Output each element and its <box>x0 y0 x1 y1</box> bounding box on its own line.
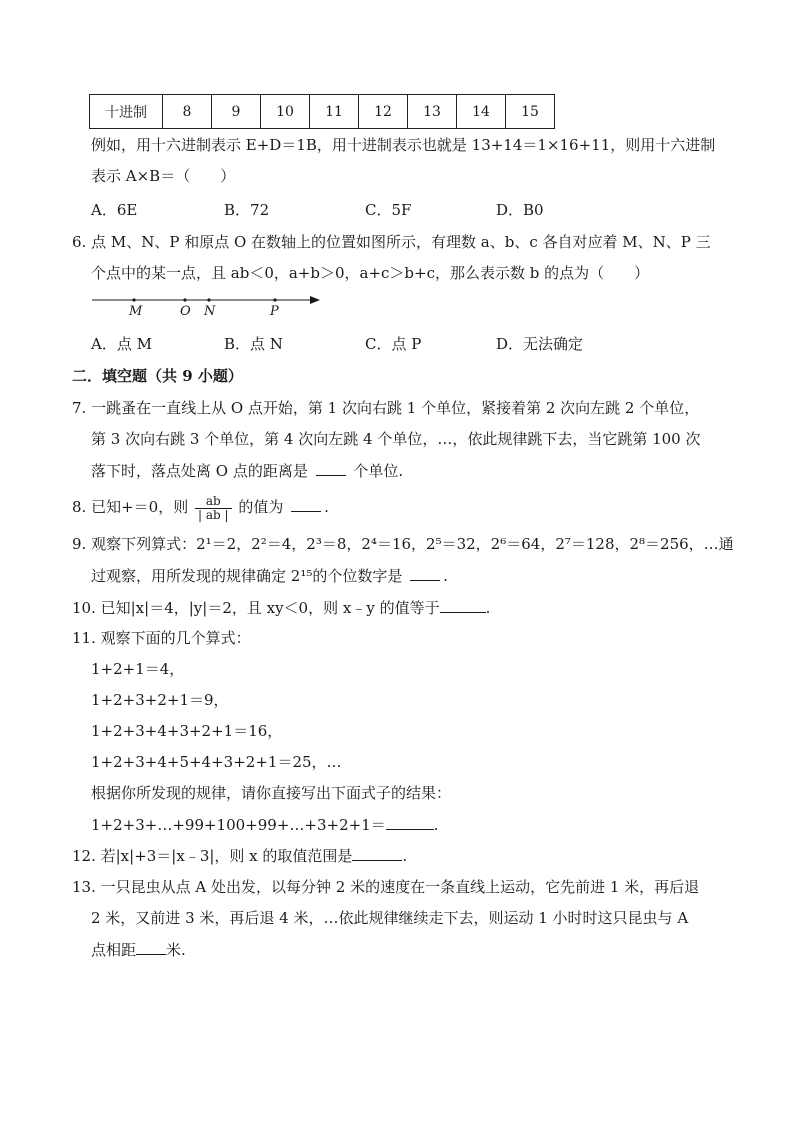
q10-text: 10. 已知|x|＝4，|y|＝2，且 xy＜0，则 x﹣y 的值等于 . <box>72 599 491 617</box>
table-cell: 10 <box>261 95 310 129</box>
q11-row-4: 1+2+3+4+5+4+3+2+1＝25，… <box>91 753 342 771</box>
point-n <box>207 298 210 301</box>
answer-blank[interactable] <box>316 460 346 476</box>
q5-option-d: D．B0 <box>496 201 544 219</box>
table-cell: 14 <box>457 95 506 129</box>
fraction <box>195 495 232 522</box>
arrow-right-icon <box>310 296 320 304</box>
label-m: M <box>129 304 143 319</box>
answer-blank[interactable] <box>136 939 166 955</box>
q13-text-line2: 2 米，又前进 3 米，再后退 4 米，…依此规律继续走下去，则运动 1 小时时这只昆虫与 A <box>91 909 689 927</box>
q11-expression: 1+2+3+…+99+100+99+…+3+2+1＝ . <box>91 816 439 834</box>
table-cell: 13 <box>408 95 457 129</box>
answer-blank[interactable] <box>440 597 486 613</box>
q9-text-line1: 9. 观察下列算式：2¹＝2，2²＝4，2³＝8，2⁴＝16，2⁵＝32，2⁶＝64，2⁷＝128，2⁸＝256，…通 <box>72 535 734 553</box>
answer-blank[interactable] <box>291 496 321 512</box>
q6-option-d: D．无法确定 <box>496 335 584 353</box>
q5-text-line1: 例如，用十六进制表示 E+D＝1B，用十进制表示也就是 13+14＝1×16+11，则用十六进制 <box>91 136 716 154</box>
label-o: O <box>180 304 191 319</box>
q5-option-c: C．5F <box>365 201 412 219</box>
fraction-denominator: | ab | <box>197 507 229 522</box>
q9-text: 过观察，用所发现的规律确定 2¹⁵的个位数字是 <box>91 567 403 585</box>
q7-text-line1: 7. 一跳蚤在一直线上从 O 点开始，第 1 次向右跳 1 个单位，紧接着第 2 次向左跳 2 个单位， <box>72 399 700 417</box>
answer-blank[interactable] <box>386 814 434 830</box>
q10-body: 10. 已知|x|＝4，|y|＝2，且 xy＜0，则 x﹣y 的值等于 <box>72 599 440 617</box>
q7-text-line3 <box>91 460 403 481</box>
q11-row-1: 1+2+1＝4， <box>91 660 185 678</box>
q11-instruction: 根据你所发现的规律，请你直接写出下面式子的结果： <box>91 784 452 802</box>
table-cell: 9 <box>212 95 261 129</box>
q6-option-b: B．点 N <box>224 335 283 353</box>
table-header-cell: 十进制 <box>90 95 163 129</box>
answer-blank[interactable] <box>410 565 440 581</box>
q13-text-line1: 13. 一只昆虫从点 A 处出发，以每分钟 2 米的速度在一条直线上运动，它先前进 1 米，再后退 <box>72 878 700 896</box>
point-p <box>273 298 276 301</box>
label-p: P <box>270 304 279 319</box>
q11-expr: 1+2+3+…+99+100+99+…+3+2+1＝ <box>91 816 386 834</box>
table-cell: 8 <box>163 95 212 129</box>
q13-text-line3 <box>91 939 186 960</box>
q9-text-line2: 过观察，用所发现的规律确定 2¹⁵的个位数字是 . <box>91 567 448 585</box>
q5-option-b: B．72 <box>224 201 270 219</box>
q11-intro: 11. 观察下面的几个算式： <box>72 629 251 647</box>
fraction-numerator: ab <box>195 495 232 509</box>
q6-option-c: C．点 P <box>365 335 422 353</box>
q6-option-a: A．点 M <box>91 335 152 353</box>
table-cell: 11 <box>310 95 359 129</box>
q6-text-line1: 6. 点 M、N、P 和原点 O 在数轴上的位置如图所示，有理数 a、b、c 各自对应着 M、N、P 三 <box>72 233 711 251</box>
label-n: N <box>204 304 216 319</box>
q5-option-a: A．6E <box>91 201 138 219</box>
base-conversion-table <box>89 94 555 129</box>
table-cell: 15 <box>506 95 555 129</box>
point-o <box>183 298 186 301</box>
q7-text: 落下时，落点处离 O 点的距离是 <box>91 462 308 480</box>
table-cell: 12 <box>359 95 408 129</box>
q7-text-line2: 第 3 次向右跳 3 个单位，第 4 次向左跳 4 个单位，…，依此规律跳下去，当它跳第 100 次 <box>91 430 701 448</box>
q7-unit: 个单位. <box>353 462 404 480</box>
section-heading-fill-in: 二．填空题（共 9 小题） <box>72 367 243 385</box>
q6-text-line2: 个点中的某一点，且 ab＜0，a+b＞0，a+c＞b+c，那么表示数 b 的点为（ ） <box>91 264 650 282</box>
q13-text: 点相距 <box>91 941 137 959</box>
q5-text-line2: 表示 A×B＝（ ） <box>91 167 236 185</box>
q12-body: 12. 若|x|+3＝|x﹣3|，则 x 的取值范围是 <box>72 847 353 865</box>
q8-suffix: 的值为 <box>238 498 284 516</box>
q11-row-2: 1+2+3+2+1＝9， <box>91 691 229 709</box>
q13-unit: 米. <box>166 941 186 959</box>
answer-blank[interactable] <box>352 845 402 861</box>
q8-prefix: 8. 已知+＝0，则 <box>72 498 189 516</box>
q11-row-3: 1+2+3+4+3+2+1＝16， <box>91 722 283 740</box>
q8-text: 8. 已知+＝0，则 $\frac{ab}{| ab |}$ 的值为 . <box>72 493 329 522</box>
q12-text: 12. 若|x|+3＝|x﹣3|，则 x 的取值范围是 . <box>72 847 408 865</box>
number-line-figure <box>92 288 322 322</box>
table-row <box>90 95 555 129</box>
point-m <box>132 298 135 301</box>
